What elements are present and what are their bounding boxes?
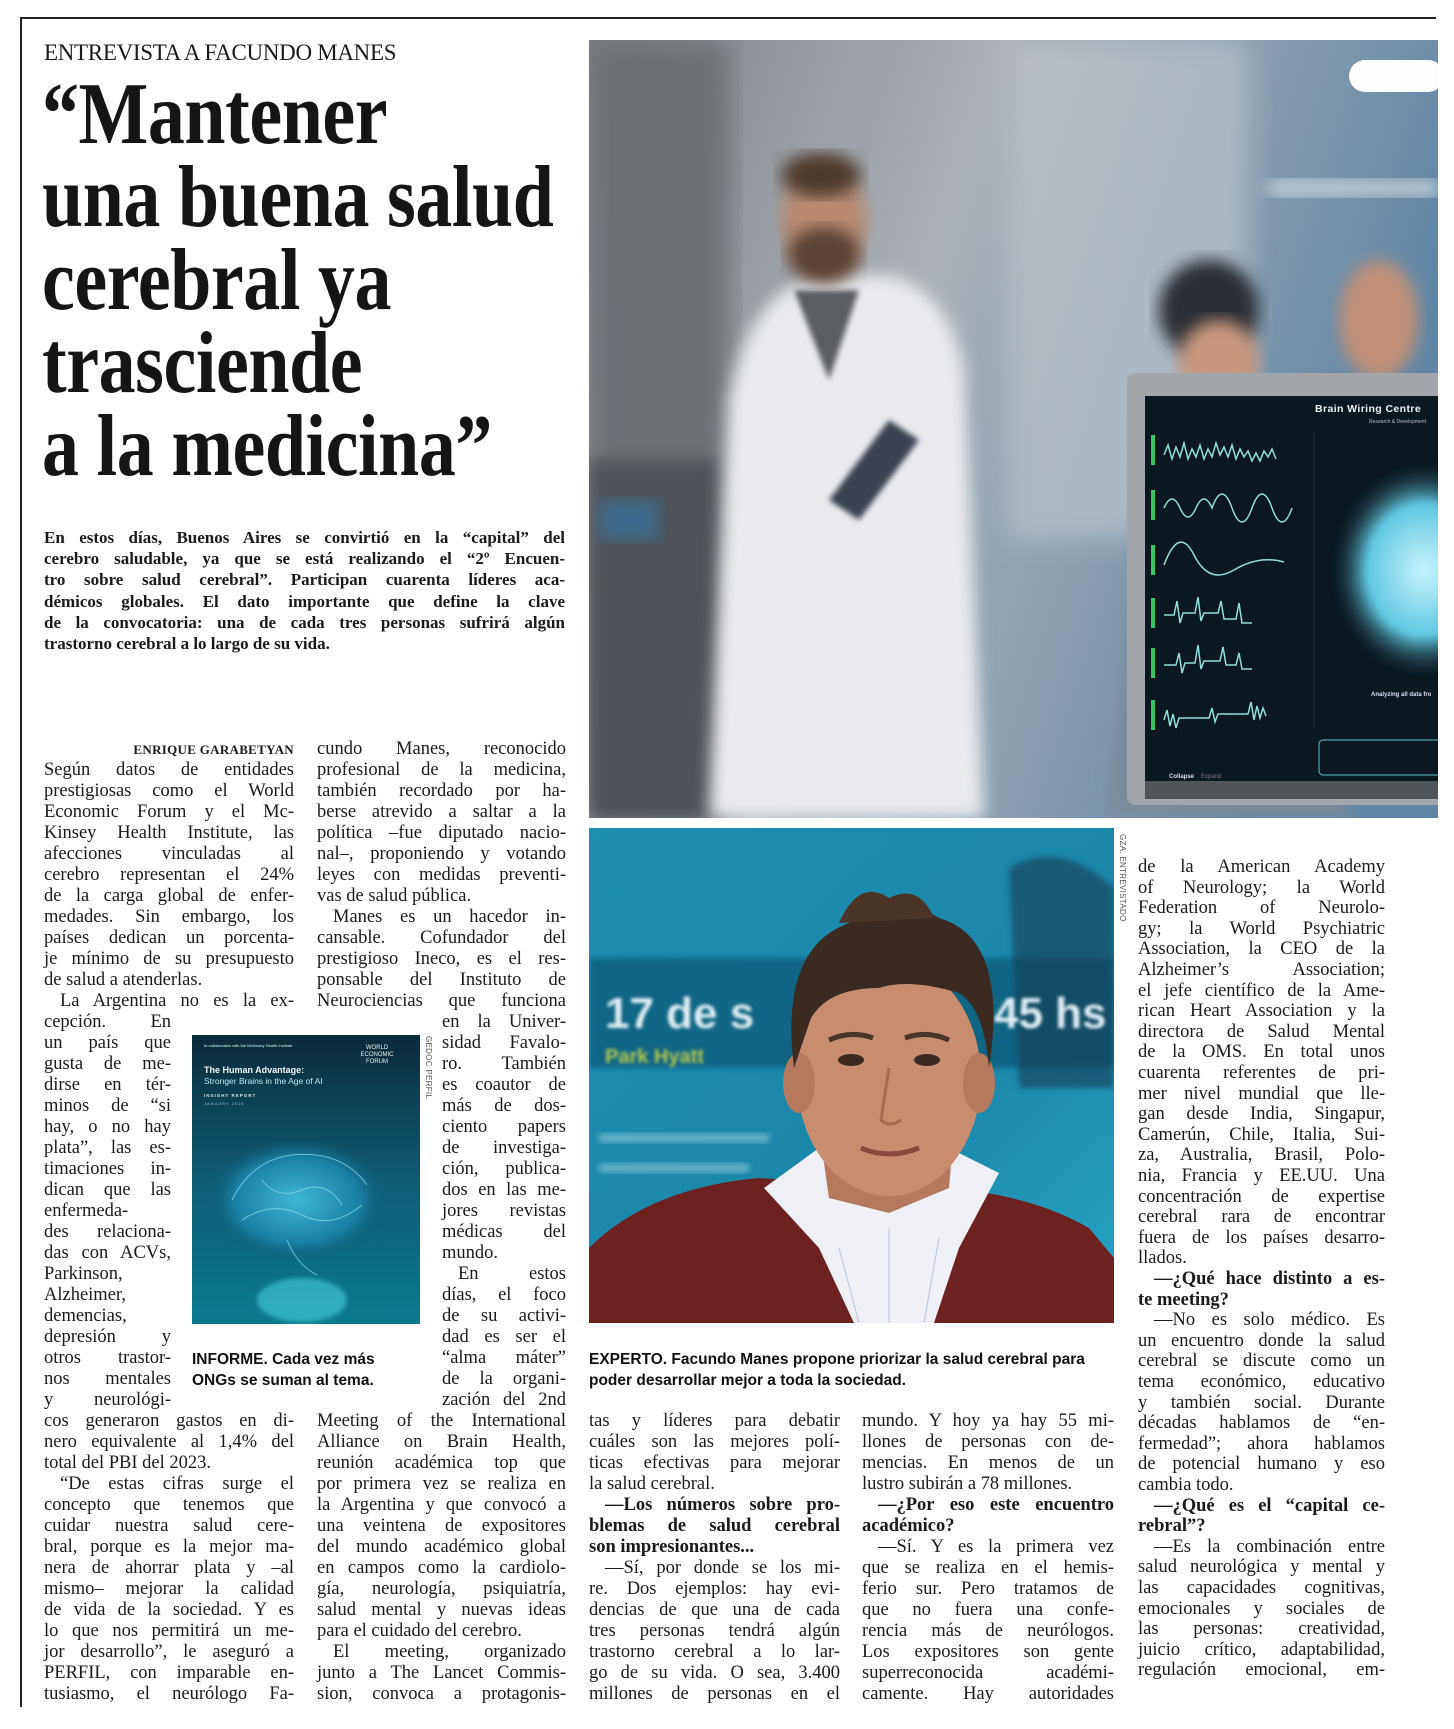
body-text-line: cerebral rara de encontrar <box>1138 1207 1385 1228</box>
body-text-line: de vida de la sociedad. Y es <box>44 1600 294 1620</box>
body-text-line: fermedad”; ahora hablamos <box>1138 1433 1385 1454</box>
body-text-line: es coautor de <box>442 1075 566 1095</box>
interview-question-line: —¿Qué hace distinto a es- <box>1154 1269 1385 1289</box>
body-text-line: de la carga global de enfer- <box>44 886 294 906</box>
caption-text: Cada vez más ONGs se suman al tema. <box>192 1351 375 1389</box>
body-text-line: tema económico, educativo <box>1138 1372 1385 1392</box>
body-text-line: Los expositores son gente <box>862 1642 1114 1662</box>
body-text-line: de la American Academy <box>1138 857 1385 877</box>
body-text-line: cuáles son las mejores polí- <box>589 1432 840 1452</box>
page-frame-left-rule <box>20 17 22 1707</box>
interview-question-line: rebral”? <box>1138 1516 1206 1537</box>
body-text-line: regulación emocional, em- <box>1138 1660 1385 1681</box>
body-text-line: sion, convoca a protagonis- <box>317 1684 566 1704</box>
screen-status: Analyzing all data fro <box>1371 692 1432 698</box>
interview-question-line: —¿Por eso este encuentro <box>878 1495 1114 1515</box>
byline: ENRIQUE GARABETYAN <box>133 742 294 757</box>
headline-line: una buena salud <box>42 149 554 246</box>
body-text-line: prestigioso Ineco, es el res- <box>317 949 566 969</box>
body-text-line: cos generaron gastos en di- <box>44 1411 294 1431</box>
screen-title: Brain Wiring Centre <box>1315 403 1422 415</box>
portrait-photo-credit: GZA. ENTREVISTADO <box>1118 834 1127 922</box>
body-text-line: nal–, proponiendo y votando <box>317 844 566 864</box>
body-text-line: La Argentina no es la ex- <box>60 991 294 1011</box>
body-text-line: ticas efectivas para mejorar <box>589 1453 840 1473</box>
interview-question-line: blemas de salud cerebral <box>589 1516 840 1536</box>
body-text-line: “De estas cifras surge el <box>60 1474 294 1494</box>
body-text-line: —Sí. Y es la primera vez <box>878 1537 1114 1557</box>
body-text-line: Alzheimer’s Association; <box>1138 960 1385 980</box>
body-text-line: millones de personas en el <box>589 1684 840 1704</box>
body-text-line: cuarenta referentes de pri- <box>1138 1063 1385 1083</box>
body-text-line: trastorno cerebral a lo lar- <box>589 1642 840 1662</box>
body-text-line: Association, la CEO de la <box>1138 939 1385 960</box>
lead-line: démicos globales. El dato importante que define la clave <box>44 591 565 611</box>
report-title: The Human Advantage: <box>204 1065 305 1075</box>
body-text-line: ción, publica- <box>442 1159 566 1179</box>
interview-question-line: te meeting? <box>1138 1289 1229 1310</box>
caption-label: INFORME. <box>192 1351 268 1368</box>
wef-logo-line: ECONOMIC <box>360 1052 394 1058</box>
body-text-line: Parkinson, <box>44 1264 123 1284</box>
lead-line: tro sobre salud cerebral”. Participan cuarenta líderes aca- <box>44 570 565 590</box>
body-text-line: ciento papers <box>442 1117 566 1137</box>
lead-paragraph <box>44 527 565 654</box>
body-text-line: gía, neurología, psiquiatría, <box>317 1579 566 1599</box>
body-text-line: En estos <box>458 1264 566 1284</box>
body-text-line: más de dos- <box>442 1096 566 1116</box>
body-text-line: mencias. En menos de un <box>862 1453 1114 1473</box>
body-text-line: del mundo académico global <box>317 1537 566 1557</box>
body-text-line: Camerún, Chile, Italia, Sui- <box>1138 1124 1385 1145</box>
body-text-line: superreconocida académi- <box>862 1663 1114 1683</box>
headline-line: “Mantener <box>42 66 388 163</box>
wef-logo-line: FORUM <box>366 1059 388 1065</box>
body-text-line: el jefe científico de la Ame- <box>1138 980 1385 1001</box>
body-text-line: of Neurology; la World <box>1138 877 1385 898</box>
body-text-line: concepto que tenemos que <box>44 1495 294 1515</box>
lead-line: En estos días, Buenos Aires se convirtió en la “capital” del <box>44 528 565 547</box>
body-text-line: Manes es un hacedor in- <box>333 907 566 927</box>
body-text-line: cuidar nuestra salud cere- <box>44 1516 294 1536</box>
body-text-line: de potencial humano y eso <box>1138 1454 1385 1475</box>
report-type: INSIGHT REPORT <box>204 1093 257 1098</box>
caption-text: Facundo Manes propone priorizar la salud cerebral para poder desarrollar mejor a toda la sociedad. <box>589 1351 1085 1389</box>
body-text-line: tres personas tendrá algún <box>589 1621 840 1641</box>
body-text-line: jores revistas <box>442 1201 566 1221</box>
body-text-line: prestigiosas como el World <box>44 781 294 801</box>
page-frame-top-rule <box>20 17 1436 19</box>
body-text-line: las capacidades cognitivas, <box>1138 1578 1385 1598</box>
body-text-line: llones de personas con de- <box>862 1432 1114 1452</box>
body-text-line: —No es solo médico. Es <box>1154 1310 1385 1331</box>
report-photo-credit: GEDOC PERFIL <box>424 1036 433 1100</box>
body-text-line: afecciones vinculadas al <box>44 844 294 864</box>
body-text-line: dencias de que una de cada <box>589 1600 840 1620</box>
body-text-line: total del PBI del 2023. <box>44 1453 211 1473</box>
body-text-line: política –fue diputado nacio- <box>317 823 566 843</box>
body-text-line: bral, porque es la mejor ma- <box>44 1537 294 1557</box>
wef-logo-line: WORLD <box>365 1045 389 1051</box>
body-text-line: —Es la combinación entre <box>1154 1536 1385 1557</box>
body-text-line: nera de ahorrar plata y –al <box>44 1558 294 1578</box>
body-text-line: medades. Sin embargo, los <box>44 907 294 927</box>
body-text-line: en la Univer- <box>442 1012 566 1032</box>
interview-question-line: —Los números sobre pro- <box>605 1495 840 1515</box>
body-text-line: de su activi- <box>442 1306 566 1326</box>
body-text-line: y neurológi- <box>44 1390 171 1410</box>
headline-line: a la medicina” <box>42 398 492 495</box>
body-text-line: profesional de la medicina, <box>317 760 566 780</box>
body-text-line: las personas: creatividad, <box>1138 1619 1385 1640</box>
body-text-line: za, Australia, Brasil, Polo- <box>1138 1145 1385 1166</box>
body-text-line: —Sí, por donde se los mi- <box>605 1558 840 1578</box>
body-text-line: cerebro representan el 24% <box>44 865 294 885</box>
report-collab-text: In collaboration with the McKinsey Health Institute <box>204 1043 293 1048</box>
body-text-line: cundo Manes, reconocido <box>317 739 566 759</box>
body-text-line: leyes con medidas preventi- <box>317 865 566 885</box>
lead-line: trastorno cerebral a lo largo de su vida. <box>44 633 330 653</box>
screen-collapse: Collapse <box>1169 774 1195 780</box>
body-text-line: depresión y <box>44 1327 171 1347</box>
body-text-line: fuera de los países desarro- <box>1138 1227 1385 1248</box>
body-text-line: lustro subirán a 78 millones. <box>862 1474 1073 1494</box>
body-text-line: de la OMS. En total unos <box>1138 1042 1385 1063</box>
banner-text-left: 17 de s <box>605 989 755 1038</box>
body-text-line: cepción. En <box>44 1012 171 1032</box>
body-text-line: das con ACVs, <box>44 1243 171 1263</box>
report-subtitle: Stronger Brains in the Age of AI <box>204 1076 323 1086</box>
report-date: JANUARY 2026 <box>204 1101 245 1106</box>
headline-line: cerebral ya <box>42 232 392 329</box>
body-text-line: mer nivel mundial que lle- <box>1138 1083 1385 1104</box>
body-text-line: gy; la World Psychiatric <box>1138 918 1385 939</box>
body-text-line: nos mentales <box>44 1369 171 1389</box>
body-text-line: Meeting of the International <box>317 1411 566 1431</box>
headline-line: trasciende <box>42 315 363 412</box>
body-text-line: directora de Salud Mental <box>1138 1021 1385 1042</box>
body-text-line: rencia más de neurólogos. <box>862 1621 1114 1641</box>
body-text-line: y también social. Durante <box>1138 1392 1385 1413</box>
body-text-line: mundo. <box>442 1243 499 1263</box>
body-text-line: minos de “si <box>44 1096 171 1116</box>
body-text-line: cansable. Cofundador del <box>317 928 566 948</box>
body-text-line: re. Dos ejemplos: hay evi- <box>589 1579 840 1599</box>
body-text-line: de salud a atenderlas. <box>44 970 203 990</box>
body-text-line: mundo. Y hoy ya hay 55 mi- <box>862 1411 1114 1431</box>
interview-question-line: —¿Qué es el “capital ce- <box>1154 1495 1385 1516</box>
screen-subtitle: Research & Development <box>1369 419 1426 425</box>
body-text-line: cambia todo. <box>1138 1475 1234 1495</box>
body-text-line: tas y líderes para debatir <box>589 1411 840 1431</box>
body-text-line: tusiasmo, el neurólogo Fa- <box>44 1684 294 1704</box>
body-text-line: PERFIL, con imparable en- <box>44 1663 294 1683</box>
body-text-line: dican que las <box>44 1180 171 1200</box>
body-text-line: Según datos de entidades <box>44 760 294 780</box>
body-text-line: por primera vez se realiza en <box>317 1474 566 1494</box>
body-text-line: timaciones in- <box>44 1159 171 1179</box>
body-text-line: rican Heart Association y la <box>1138 1001 1385 1022</box>
body-text-line: Kinsey Health Institute, las <box>44 823 294 843</box>
body-text-line: décadas hablamos de “en- <box>1138 1413 1385 1434</box>
body-text-line: ferio sur. Pero tratamos de <box>862 1579 1114 1599</box>
portrait-caption <box>589 1349 1101 1391</box>
body-text-line: llados. <box>1138 1248 1187 1269</box>
interview-question-line: académico? <box>862 1516 955 1536</box>
body-text-line: salud mental y nuevas ideas <box>317 1600 566 1620</box>
body-text-line: ro. También <box>442 1054 566 1074</box>
body-text-line: para el cuidado del cerebro. <box>317 1621 522 1641</box>
caption-label: EXPERTO. <box>589 1351 668 1368</box>
banner-subtext: Park Hyatt <box>605 1046 704 1068</box>
body-text-line: de investiga- <box>442 1138 566 1158</box>
body-text-line: Economic Forum y el Mc- <box>44 802 294 822</box>
body-text-line: Alzheimer, <box>44 1285 126 1305</box>
body-text-line: berse atrevido a saltar a la <box>317 802 566 822</box>
banner-text-right: 45 hs <box>994 989 1107 1038</box>
body-text-line: países dedican un porcenta- <box>44 928 294 948</box>
body-text-line: sidad Favalo- <box>442 1033 566 1053</box>
body-text-line: también recordado por ha- <box>317 781 566 801</box>
body-text-line: salud neurológica y mental y <box>1138 1557 1385 1578</box>
body-text-line: un encuentro donde la salud <box>1138 1330 1385 1351</box>
body-text-line: dad es ser el <box>442 1327 566 1347</box>
body-text-line: la Argentina y que convocó a <box>317 1495 566 1515</box>
body-text-line: emocionales y sociales de <box>1138 1598 1385 1619</box>
body-text-line: hay, o no hay <box>44 1117 171 1137</box>
body-text-line: juicio crítico, adaptabilidad, <box>1138 1639 1385 1660</box>
body-text-line: enfermeda- <box>44 1201 129 1221</box>
body-text-line: nia, Francia y EE.UU. Una <box>1138 1166 1385 1186</box>
body-text-line: “alma máter” <box>442 1348 566 1368</box>
body-text-line: gusta de me- <box>44 1054 171 1074</box>
body-text-line: concentración de expertise <box>1138 1186 1385 1207</box>
body-text-line: camente. Hay autoridades <box>862 1684 1114 1704</box>
body-text-line: lo que nos permitirá un me- <box>44 1621 294 1641</box>
body-text-line: una veintena de expositores <box>317 1516 566 1536</box>
body-text-line: un país que <box>44 1033 171 1053</box>
body-text-line: de la organi- <box>442 1369 566 1389</box>
kicker: ENTREVISTA A FACUNDO MANES <box>44 40 397 65</box>
body-text-line: Neurociencias que funciona <box>317 991 566 1011</box>
body-text-line: días, el foco <box>442 1285 566 1305</box>
interview-question-line: son impresionantes... <box>589 1537 755 1557</box>
body-text-line: junto a The Lancet Commis- <box>317 1663 566 1683</box>
body-text-line: zación del 2nd <box>442 1390 566 1410</box>
body-text-line: Alliance on Brain Health, <box>317 1432 566 1452</box>
body-text-line: cerebral se discute como un <box>1138 1351 1385 1372</box>
body-text-line: El meeting, organizado <box>333 1642 566 1662</box>
body-text-line: que no fuera una confe- <box>862 1600 1114 1620</box>
body-text-line: otros trastor- <box>44 1348 171 1368</box>
body-text-line: ponsable del Instituto de <box>317 970 566 990</box>
body-text-line: des relaciona- <box>44 1222 171 1242</box>
body-text-line: jor desarrollo”, le aseguró a <box>44 1642 294 1662</box>
body-text-line: vas de salud pública. <box>317 886 472 906</box>
body-text-line: go de su vida. O sea, 3.400 <box>589 1663 840 1683</box>
body-text-line: dos en las me- <box>442 1180 566 1200</box>
report-caption <box>192 1349 392 1391</box>
body-text-line: dirse en tér- <box>44 1075 171 1095</box>
body-text-line: Federation of Neurolo- <box>1138 898 1385 919</box>
body-text-line: reunión académica top que <box>317 1453 566 1473</box>
body-text-line: demencias, <box>44 1306 127 1326</box>
body-text-line: je mínimo de su presupuesto <box>44 949 294 969</box>
lab-photo <box>589 40 1438 818</box>
body-text-line: en campos como la cardiolo- <box>317 1558 566 1578</box>
screen-expand: Expand <box>1201 774 1222 780</box>
report-cover-image <box>192 1035 420 1324</box>
body-text-line: gan desde India, Singapur, <box>1138 1104 1385 1125</box>
lead-line: de la convocatoria: una de cada tres personas sufrirá algún <box>44 612 565 632</box>
body-text-line: la salud cerebral. <box>589 1474 715 1494</box>
body-text-line: plata”, las es- <box>44 1138 171 1158</box>
body-text-line: médicas del <box>442 1222 566 1242</box>
body-text-line: mismo– mejorar la calidad <box>44 1579 294 1599</box>
lead-line: cerebro saludable, ya que se está realizando el “2º Encuen- <box>44 549 565 569</box>
body-text-line: que se realiza en el hemis- <box>862 1558 1114 1578</box>
body-text-line: nero equivalente al 1,4% del <box>44 1432 294 1452</box>
portrait-photo <box>589 828 1114 1323</box>
